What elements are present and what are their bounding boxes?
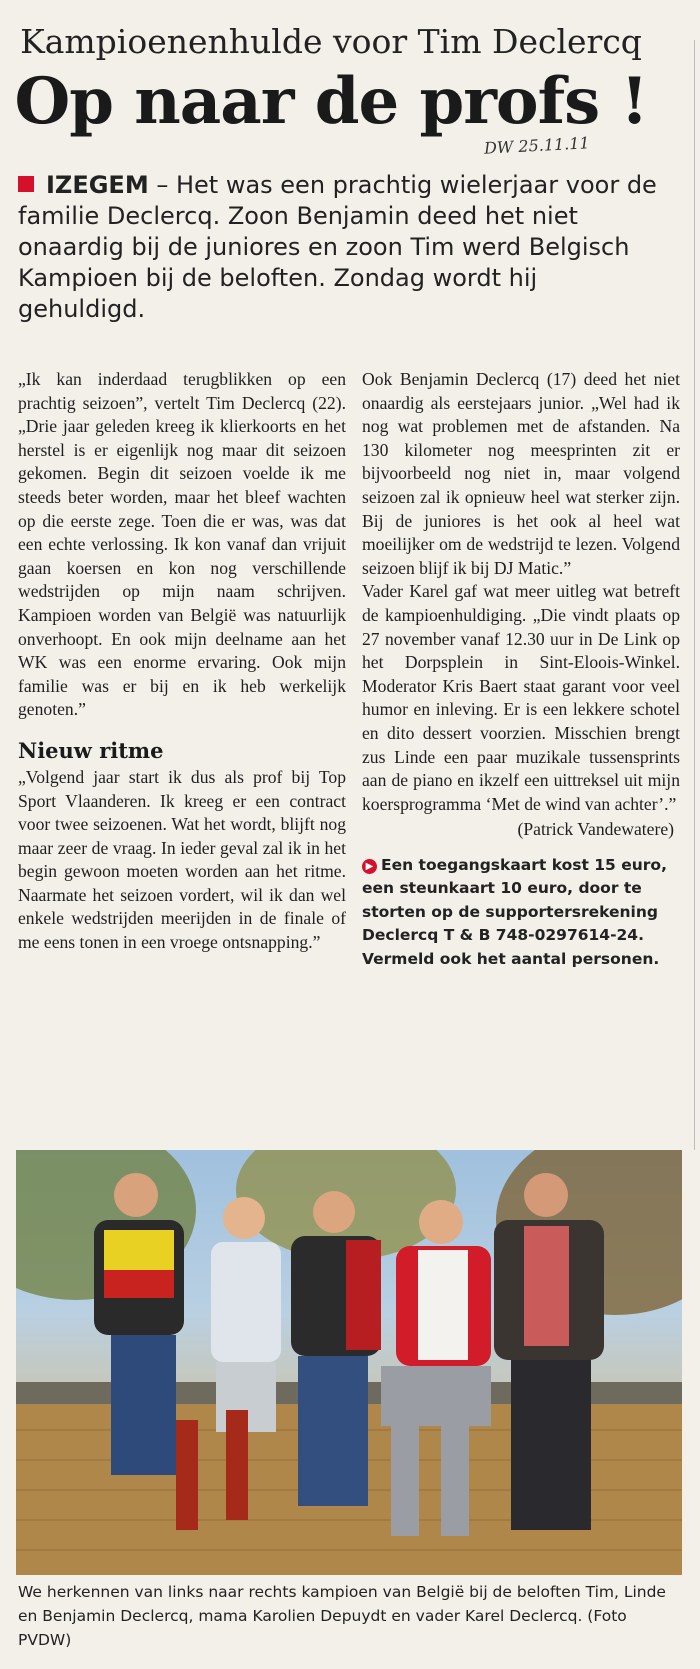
ticket-info-box	[362, 854, 680, 971]
body-paragraph-2: „Volgend jaar start ik dus als prof bij Top Sport Vlaanderen. Ik kreeg er een contract voor twee seizoenen. Wat het wordt, blijft nog maar zeer de vraag. In ieder geval zal ik in het begin gewoon moeten worden aan het ritme. Naarmate het seizoen vordert, wil ik dan wel enkele wedstrijden meerijden in de finale of me eens tonen in een vroege ontsnapping.”	[18, 766, 346, 953]
column-edge-rule	[694, 40, 695, 1150]
family-photo	[16, 1150, 682, 1575]
column-left	[18, 368, 346, 955]
red-square-icon	[18, 176, 34, 192]
lead-paragraph	[18, 170, 668, 325]
headline: Op naar de profs !	[14, 64, 648, 139]
subheading: Nieuw ritme	[18, 737, 164, 763]
photo-caption: We herkennen van links naar rechts kampioen van België bij de beloften Tim, Linde en Benjamin Declercq, mama Karolien Depuydt en vader Karel Declercq. (Foto PVDW)	[18, 1583, 666, 1649]
dateline-city: IZEGEM	[46, 171, 149, 199]
family-photo-illustration	[16, 1150, 682, 1575]
lead-text: – Het was een prachtig wielerjaar voor de familie Declercq. Zoon Benjamin deed het niet onaardig bij de juniores en zoon Tim werd Belgisch Kampioen bij de beloften. Zondag wordt hij gehuldigd.	[18, 171, 657, 323]
arrow-right-icon: ▶	[362, 859, 377, 874]
handwritten-date-note: DW 25.11.11	[483, 133, 591, 158]
byline: (Patrick Vandewatere)	[517, 819, 674, 840]
ticket-info-text: Een toegangskaart kost 15 euro, een steunkaart 10 euro, door te storten op de supportersrekening Declercq T & B 748-0297614-24. Vermeld ook het aantal personen.	[362, 855, 667, 968]
body-paragraph-3: Ook Benjamin Declercq (17) deed het niet onaardig als eerstejaars junior. „Wel had ik nog wat problemen met de afstanden. Na 130 kilometer nog meesprinten zit er bijvoorbeeld nog niet in, maar volgend seizoen zal ik opnieuw heel wat sterker zijn. Bij de juniores is het ook al heel wat moeilijker om de wedstrijd te lezen. Volgend seizoen blijf ik bij DJ Matic.”	[362, 369, 680, 578]
column-right	[362, 368, 680, 971]
body-paragraph-1: „Ik kan inderdaad terugblikken op een prachtig seizoen”, vertelt Tim Declercq (22). „Drie jaar geleden kreeg ik klierkoorts en het herstel is er eigenlijk nog maar dit seizoen gekomen. Begin dit seizoen voelde ik me steeds beter worden, maar het bleef wachten op die eerste zege. Toen die er was, was dat een echte verlossing. Ik kon vanaf dan vrijuit gaan koersen en kon nog verschillende wedstrijden op mijn naam schrijven. Kampioen worden van België was natuurlijk onverhoopt. En ook mijn deelname aan het WK was een enorme ervaring. Ook mijn familie was er bij en ik heb werkelijk genoten.”	[18, 369, 346, 720]
body-paragraph-4: Vader Karel gaf wat meer uitleg wat betreft de kampioenhuldiging. „Die vindt plaats op 27 november vanaf 12.30 uur in De Link op het Dorpsplein in Sint-Eloois-Winkel. Moderator Kris Baert staat garant voor veel humor en inleving. Er is een lekkere schotel en dito dessert voorzien. Misschien brengt zus Linde een paar muzikale tussensprints aan de piano en ikzelf een uittreksel uit mijn koersprogramma ‘Met de wind van achter’.”	[362, 581, 680, 814]
kicker-title: Kampioenenhulde voor Tim Declercq	[20, 22, 642, 61]
